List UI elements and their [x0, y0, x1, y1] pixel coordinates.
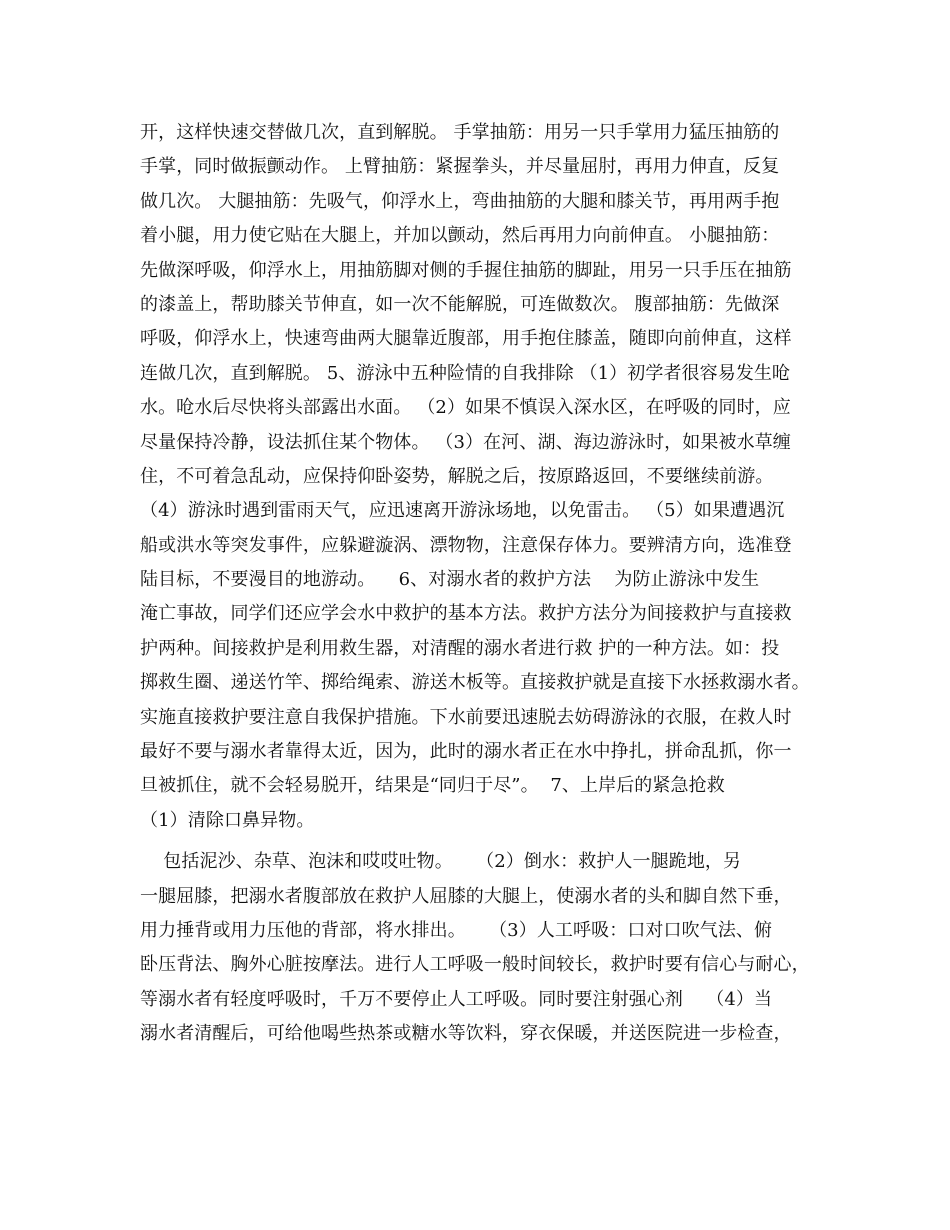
text-line: 呼吸，仰浮水上，快速弯曲两大腿靠近腹部，用手抱住膝盖，随即向前伸直，这样 [140, 328, 792, 350]
text-line: 着小腿，用力使它贴在大腿上，并加以颤动，然后再用力向前伸直。 小腿抽筋： [140, 225, 780, 247]
text-line: 包括泥沙、杂草、泡沫和哎哎吐物。 （2）倒水：救护人一腿跪地，另 [140, 851, 742, 873]
text-line: 最好不要与溺水者靠得太近，因为，此时的溺水者正在水中挣扎，拼命乱抓，你一 [140, 741, 792, 763]
text-line: （4）游泳时遇到雷雨天气，应迅速离开游泳场地，以免雷击。 （5）如果遭遇沉 [140, 500, 785, 522]
text-line: 船或洪水等突发事件，应躲避漩涡、漂物物，注意保存体力。要辨清方向，选准登 [140, 534, 792, 556]
text-line: 手掌，同时做振颤动作。 上臂抽筋：紧握拳头，并尽量屈肘，再用力伸直，反复 [140, 156, 780, 178]
text-line: 护两种。间接救护是利用救生器，对清醒的溺水者进行救 护的一种方法。如：投 [140, 637, 780, 659]
text-line: 做几次。 大腿抽筋：先吸气，仰浮水上，弯曲抽筋的大腿和膝关节，再用两手抱 [140, 190, 780, 212]
text-line: 陆目标，不要漫目的地游动。 6、对溺水者的救护方法 为防止游泳中发生 [140, 569, 760, 591]
text-line: 卧压背法、胸外心脏按摩法。进行人工呼吸一般时间较长，救护时要有信心与耐心， [140, 954, 810, 976]
text-line: 旦被抓住，就不会轻易脱开，结果是“同归于尽”。 7、上岸后的紧急抢救 [140, 775, 725, 797]
document-body [140, 116, 820, 1052]
paragraph-2 [140, 845, 820, 1051]
text-line: 一腿屈膝，把溺水者腹部放在救护人屈膝的大腿上，使溺水者的头和脚自然下垂， [140, 885, 792, 907]
text-line: 先做深呼吸，仰浮水上，用抽筋脚对侧的手握住抽筋的脚趾，用另一只手压在抽筋 [140, 259, 792, 281]
text-line: 溺水者清醒后，可给他喝些热茶或糖水等饮料，穿衣保暖，并送医院进一步检查， [140, 1023, 792, 1045]
text-line: 等溺水者有轻度呼吸时，千万不要停止人工呼吸。同时要注射强心剂 （4）当 [140, 988, 773, 1010]
text-line: 淹亡事故，同学们还应学会水中救护的基本方法。救护方法分为间接救护与直接救 [140, 603, 792, 625]
paragraph-1 [140, 116, 820, 838]
text-line: 住，不可着急乱动，应保持仰卧姿势，解脱之后，按原路返回，不要继续前游。 [140, 465, 774, 487]
text-line: 的漆盖上，帮助膝关节伸直，如一次不能解脱，可连做数次。 腹部抽筋：先做深 [140, 293, 780, 315]
text-line: （1）清除口鼻异物。 [140, 809, 315, 831]
text-line: 尽量保持冷静，设法抓住某个物体。 （3）在河、湖、海边游泳时，如果被水草缠 [140, 431, 791, 453]
text-line: 水。呛水后尽快将头部露出水面。 （2）如果不慎误入深水区，在呼吸的同时，应 [140, 397, 791, 419]
text-line: 掷救生圈、递送竹竿、掷给绳索、游送木板等。直接救护就是直接下水拯救溺水者。 [140, 672, 810, 694]
text-line: 开，这样快速交替做几次，直到解脱。 手掌抽筋：用另一只手掌用力猛压抽筋的 [140, 122, 780, 143]
text-line: 连做几次，直到解脱。 5、游泳中五种险情的自我排除 （1）初学者很容易发生呛 [140, 362, 791, 384]
text-line: 实施直接救护要注意自我保护措施。下水前要迅速脱去妨碍游泳的衣服，在救人时 [140, 706, 792, 728]
text-line: 用力捶背或用力压他的背部，将水排出。 （3）人工呼吸：口对口吹气法、俯 [140, 919, 773, 941]
